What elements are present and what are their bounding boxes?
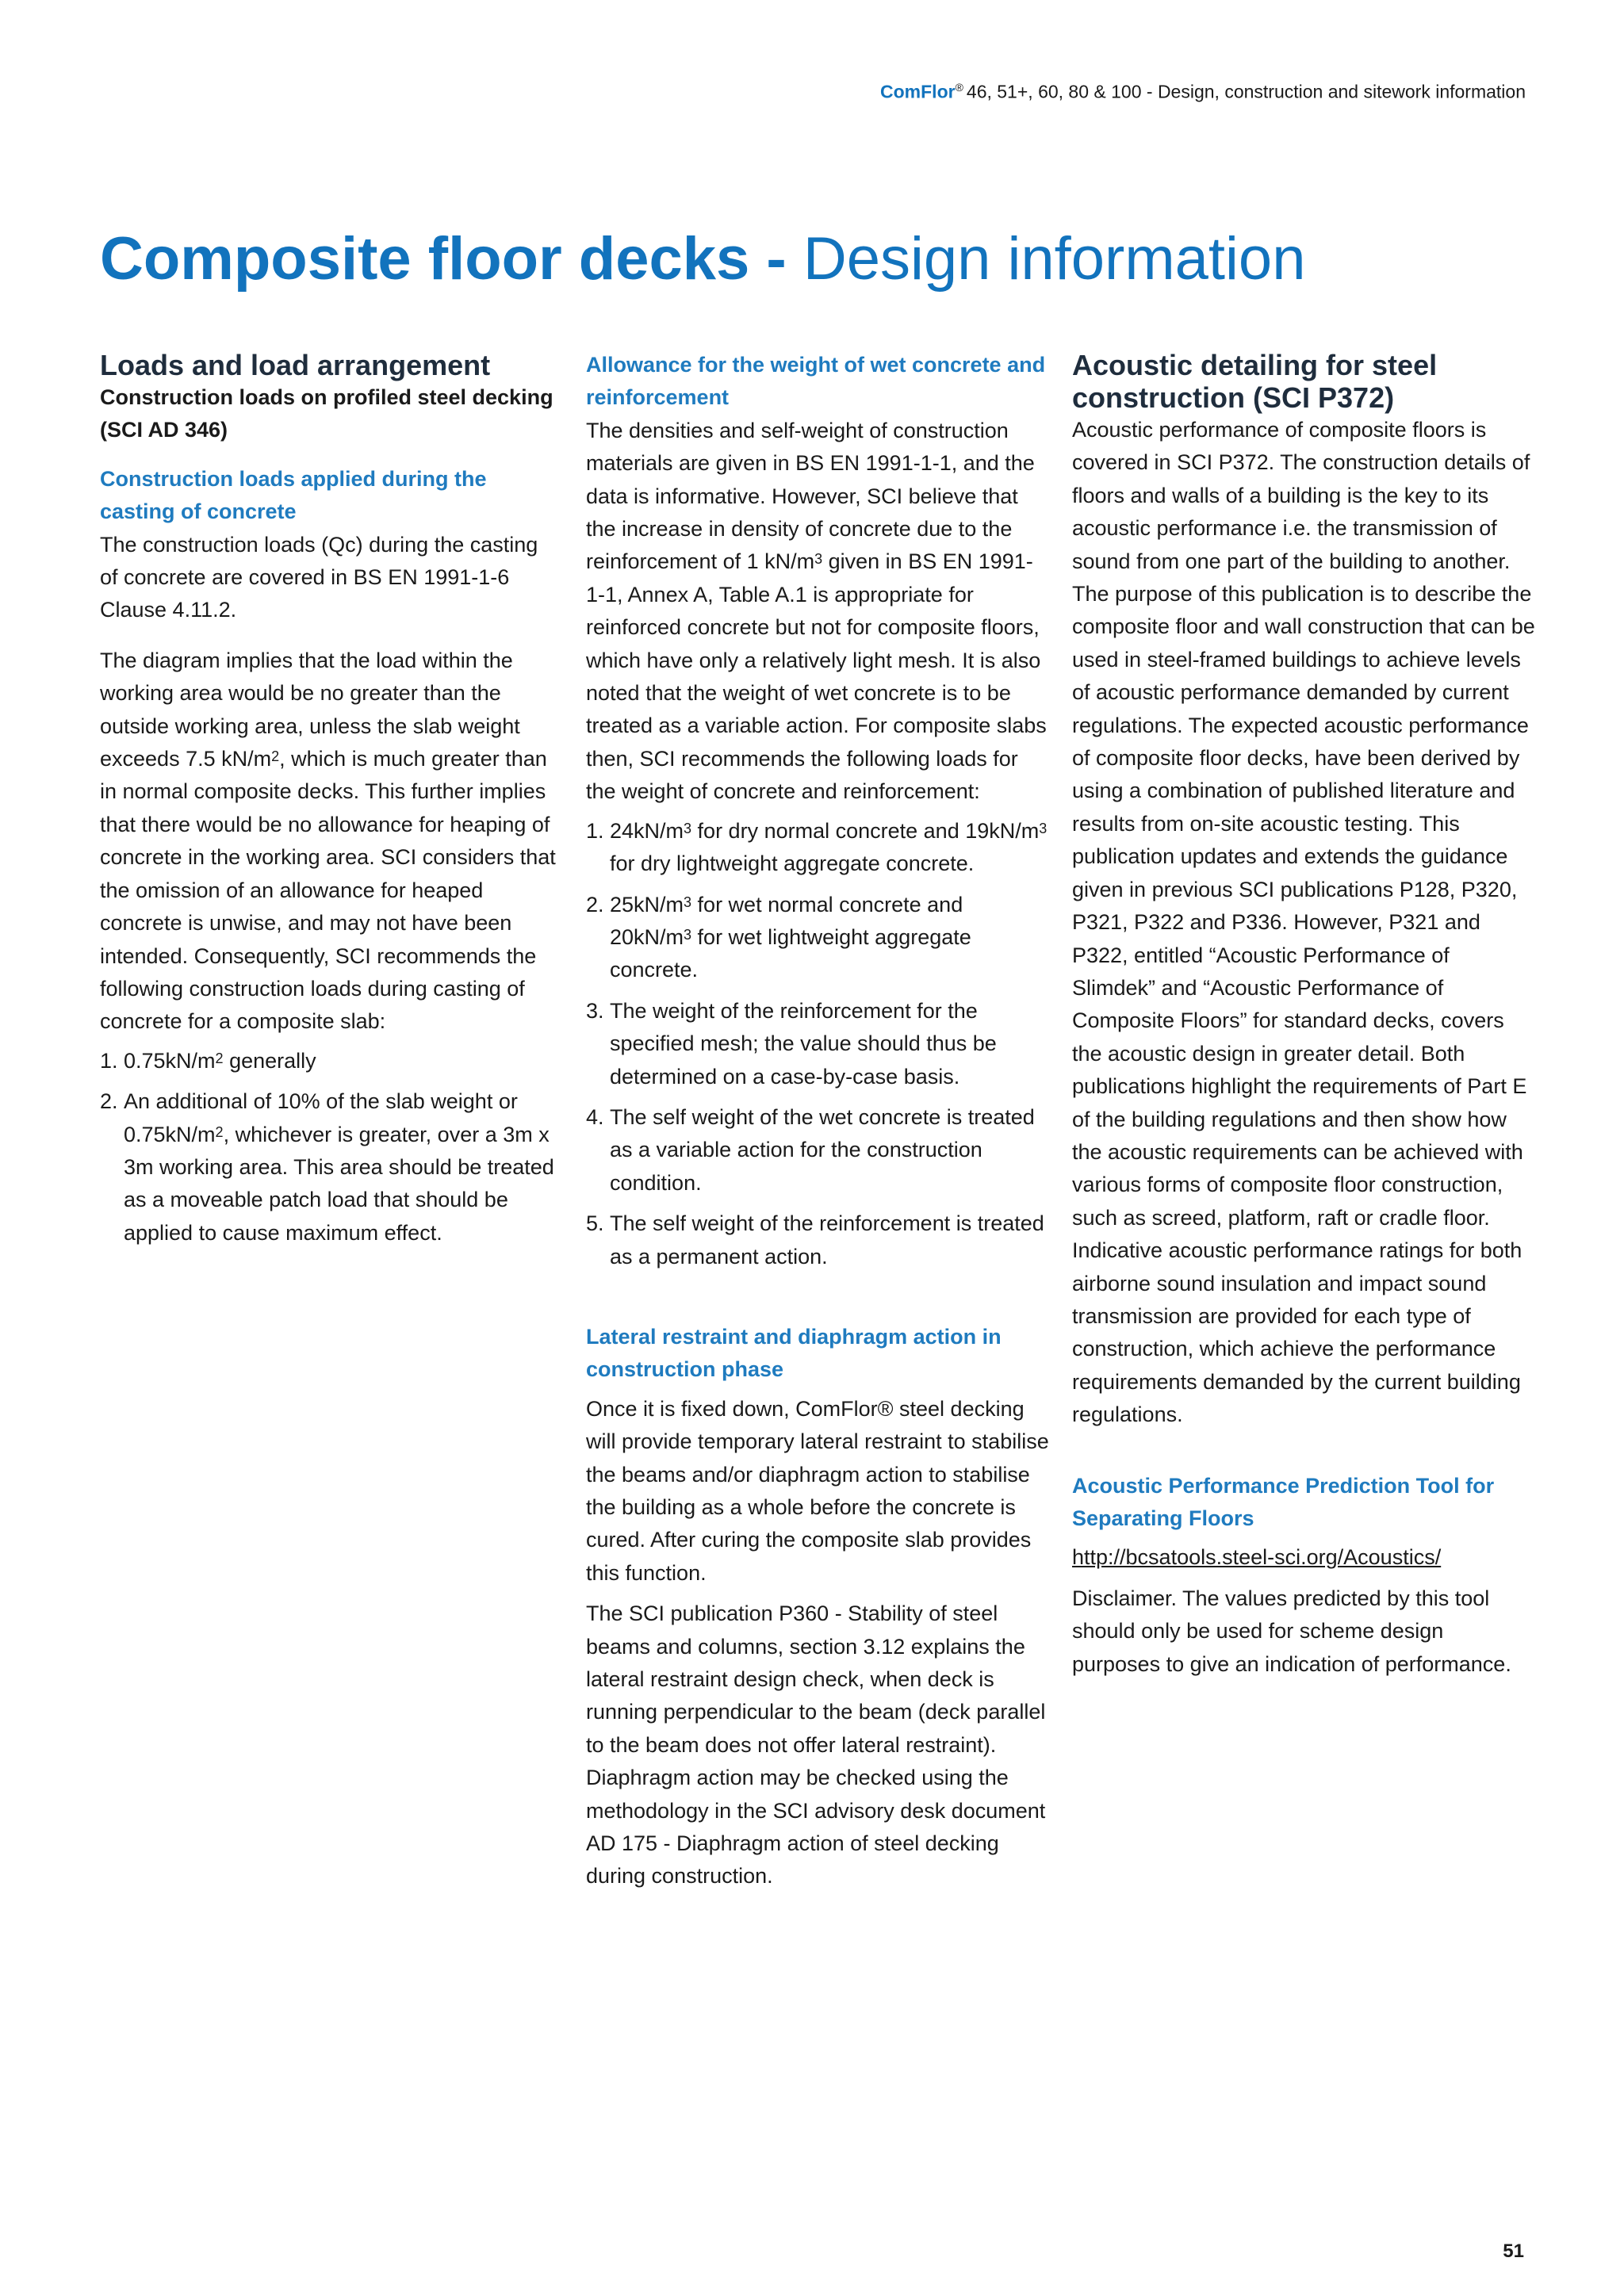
list-text: The weight of the reinforcement for the specified mesh; the value should thus be determined on a case-by-case basis. [610,998,997,1089]
subsection-heading-wet-concrete: Allowance for the weight of wet concrete and reinforcement [586,353,1046,410]
section-heading-loads: Loads and load arrangement [100,349,491,381]
paragraph-densities [586,415,1050,809]
list-item [586,995,1050,1093]
column-3 [1072,349,1536,1681]
list-number: 1. [100,1048,118,1073]
superscript: 3 [814,551,823,568]
subheading-construction-loads: Construction loads on profiled steel decking (SCI AD 346) [100,385,553,442]
superscript: 2 [215,1050,224,1066]
list-item [586,889,1050,987]
page-number: 51 [1503,2241,1524,2262]
list-item [100,1045,561,1077]
list-text-a: 0.75kN/m [124,1048,216,1073]
list-number: 1. [586,818,604,843]
superscript: 3 [684,926,692,943]
construction-loads-list [100,1045,561,1249]
list-text: The self weight of the wet concrete is treated as a variable action for the construction condition. [610,1104,1035,1195]
para-text-a: The densities and self-weight of construction materials are given in BS EN 1991-1-1, and the data is informative. However, SCI believe that the increase in density of concrete due to the reinforcement of 1 kN/m [586,418,1035,574]
column-1 [100,349,561,1257]
paragraph-fixed-down: Once it is fixed down, ComFlor® steel decking will provide temporary lateral restraint to stabilise the beams and/or diaphragm action to stabilise the building as a whole before the concrete is cured. After curing the composite slab provides this function. [586,1396,1049,1585]
page-title [100,224,1305,295]
list-text: The self weight of the reinforcement is treated as a permanent action. [610,1211,1044,1269]
list-text-c: for wet lightweight aggregate concrete. [610,924,971,982]
list-text-a: An additional of 10% of the slab weight or 0.75kN/m [124,1089,518,1146]
list-text-a: 25kN/m [610,892,684,916]
para-text-b: given in BS EN 1991-1-1, Annex A, Table A.1 is appropriate for reinforced concrete but not for composite floors, which have only a relatively light mesh. It is also noted that the weight of wet concrete is to be treated as a variable action. For composite slabs then, SCI recommends the following loads for the weight of concrete and reinforcement: [586,549,1047,804]
running-header [880,81,1526,103]
subsection-heading-lateral-restraint: Lateral restraint and diaphragm action in construction phase [586,1324,1002,1382]
list-number: 5. [586,1211,604,1236]
list-item [586,815,1050,881]
para-text-b: , which is much greater than in normal composite decks. This further implies that there would be no allowance for heaping of concrete in the working area. SCI considers that the omission of an allowance for heaped concrete is unwise, and may not have been intended. Consequently, SCI recommends the following construction loads during casting of concrete for a composite slab: [100,747,556,1034]
list-number: 3. [586,998,604,1023]
page-title-light: Design information [802,225,1306,293]
list-item [586,1207,1050,1273]
list-number: 2. [100,1089,118,1114]
superscript: 3 [684,820,692,836]
superscript: 3 [684,894,692,910]
list-text-b: for dry normal concrete and 19kN/m [691,818,1040,843]
page-title-bold: Composite floor decks - [100,225,787,293]
paragraph-disclaimer: Disclaimer. The values predicted by this tool should only be used for scheme design purposes to give an indication of performance. [1072,1586,1511,1676]
superscript: 2 [271,748,280,765]
paragraph-sci-p360: The SCI publication P360 - Stability of steel beams and columns, section 3.12 explains the lateral restraint design check, when deck is running perpendicular to the beam (deck parallel to the beam does not offer lateral restraint). Diaphragm action may be checked using the methodology in the SCI advisory desk document AD 175 - Diaphragm action of steel decking during construction. [586,1601,1046,1888]
list-item [586,1101,1050,1200]
list-number: 4. [586,1104,604,1129]
acoustics-tool-link-text[interactable]: http://bcsatools.steel-sci.org/Acoustics/ [1072,1545,1442,1570]
subsection-heading-casting: Construction loads applied during the casting of concrete [100,466,487,524]
acoustics-tool-link[interactable] [1072,1541,1536,1574]
list-text-b: , whichever is greater, over a 3m x 3m working area. This area should be treated as a moveable patch load that should be applied to cause maximum effect. [124,1122,554,1245]
header-registered-mark: ® [955,81,963,94]
superscript: 2 [215,1123,224,1140]
column-2 [586,349,1050,1893]
list-number: 2. [586,892,604,916]
paragraph-construction-loads: The construction loads (Qc) during the casting of concrete are covered in BS EN 1991-1-6 Clause 4.11.2. [100,532,538,622]
header-brand: ComFlor [880,81,956,102]
list-text-a: 24kN/m [610,818,684,843]
section-heading-acoustic: Acoustic detailing for steel construction (SCI P372) [1072,349,1438,414]
paragraph-acoustic-performance: Acoustic performance of composite floors is covered in SCI P372. The construction details of floors and walls of a building is the key to its acoustic performance i.e. the transmission of sound from one part of the building to another. The purpose of this publication is to describe the composite floor and wall construction that can be used in steel-framed buildings to achieve levels of acoustic performance demanded by current regulations. The expected acoustic performance of composite floor decks, have been derived by using a combination of published literature and results from on-site acoustic testing. This publication updates and extends the guidance given in previous SCI publications P128, P320, P321, P322 and P336. However, P321 and P322, entitled “Acoustic Performance of Slimdek” and “Acoustic Performance of Composite Floors” for standard decks, covers the acoustic design in greater detail. Both publications highlight the requirements of Part E of the building regulations and then show how the acoustic requirements can be achieved with various forms of composite floor construction, such as screed, platform, raft or cradle floor. Indicative acoustic performance ratings for both airborne sound insulation and impact sound transmission are provided for each type of construction, which achieve the performance requirements demanded by the current building regulations. [1072,418,1535,1427]
list-item [100,1085,561,1249]
superscript: 3 [1039,820,1048,836]
list-text-b: for wet normal concrete and 20kN/m [610,892,963,949]
paragraph-diagram-implies [100,645,561,1039]
list-text-c: for dry lightweight aggregate concrete. [610,851,975,876]
subsection-heading-prediction-tool: Acoustic Performance Prediction Tool for Separating Floors [1072,1473,1495,1530]
header-text: 46, 51+, 60, 80 & 100 - Design, construction and sitework information [966,81,1526,102]
para-text-a: The diagram implies that the load within the working area would be no greater than the outside working area, unless the slab weight exceeds 7.5 kN/m [100,648,520,771]
concrete-loads-list [586,815,1050,1273]
list-text-b: generally [223,1048,316,1073]
